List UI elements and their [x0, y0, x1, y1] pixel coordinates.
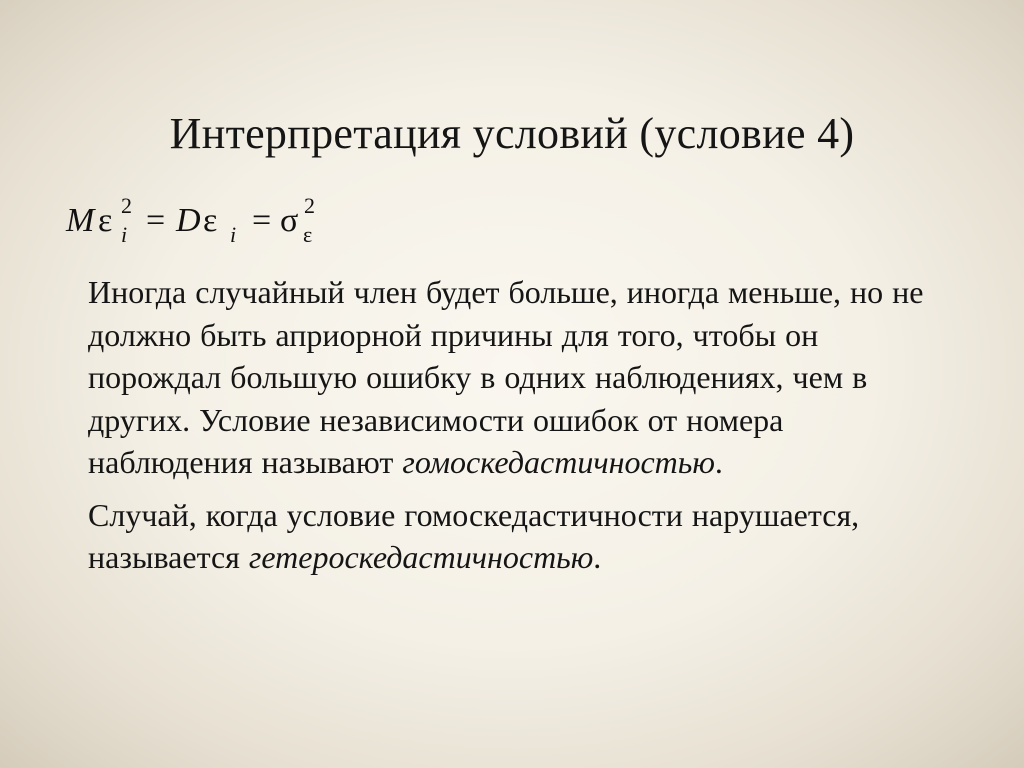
formula-subscript: ε: [303, 222, 313, 247]
paragraph-end: .: [593, 539, 602, 575]
slide-title: Интерпретация условий (условие 4): [169, 109, 855, 158]
formula: [60, 186, 360, 256]
formula-superscript: 2: [304, 193, 315, 218]
slide-body: [88, 271, 948, 589]
paragraph-heteroscedasticity: [88, 494, 948, 579]
term-heteroscedasticity: гетероскедастичностью: [248, 539, 594, 575]
formula-subscript: i: [230, 222, 237, 247]
formula-m: M: [66, 202, 95, 239]
paragraph-end: .: [714, 444, 723, 480]
formula-equals: =: [252, 202, 272, 239]
formula-superscript: 2: [121, 193, 132, 218]
formula-equals: =: [146, 202, 166, 239]
paragraph-text: Иногда случайный член будет больше, иногда меньше, но не должно быть априорной причины для того, чтобы он порождал большую ошибку в одних наблюдениях, чем в других. Условие независимости ошибок от номера наблюдения называют: [88, 274, 924, 480]
paragraph-homoscedasticity: [88, 271, 948, 484]
formula-d: D: [176, 202, 201, 239]
formula-subscript: i: [121, 222, 128, 247]
formula-sigma: σ: [280, 202, 299, 239]
formula-epsilon: ε: [98, 202, 113, 239]
term-homoscedasticity: гомоскедастичностью: [402, 444, 715, 480]
formula-epsilon: ε: [203, 202, 218, 239]
paragraph-text: Случай, когда условие гомоскедастичности нарушается, называется: [88, 496, 860, 575]
